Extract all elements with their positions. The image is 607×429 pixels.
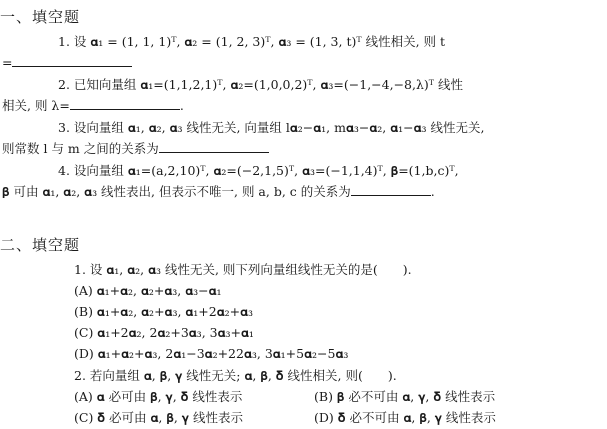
question1-1-tail: [2, 54, 132, 71]
question2-2-option-a[interactable]: (A) 𝛂 必可由 𝛃, 𝛄, 𝛅 线性表示: [74, 389, 243, 404]
section2-title: 二、填空题: [0, 236, 81, 254]
answer-blank-1-3[interactable]: [159, 140, 269, 153]
question1-2-tail: [2, 97, 184, 114]
section1-title: 一、填空题: [0, 8, 81, 26]
question1-1-equals: =: [2, 55, 13, 70]
question2-1-option-d[interactable]: (D) 𝛂₁+𝛂₂+𝛂₃, 2𝛂₁−3𝛂₂+22𝛂₃, 3𝛂₁+5𝛂₂−5𝛂₃: [74, 346, 349, 361]
question1-4-prefix: 𝛃 可由 𝛂₁, 𝛂₂, 𝛂₃ 线性表出, 但表示不唯一, 则 a, b, c 的关系为: [2, 184, 351, 199]
question1-2-prefix: 相关, 则 λ=: [2, 98, 70, 113]
question2-2-option-c[interactable]: (C) 𝛅 必可由 𝛂, 𝛃, 𝛄 线性表示: [74, 410, 243, 425]
question1-1-text: 1. 设 𝛂₁ = (1, 1, 1)ᵀ, 𝛂₂ = (1, 2, 3)ᵀ, 𝛂₃ = (1, 3, t)ᵀ 线性相关, 则 t: [58, 34, 446, 49]
answer-blank-1-1[interactable]: [12, 54, 132, 67]
question2-1-option-c[interactable]: (C) 𝛂₁+2𝛂₂, 2𝛂₂+3𝛂₃, 3𝛂₃+𝛂₁: [74, 325, 254, 340]
question1-4-suffix: .: [430, 184, 435, 199]
answer-blank-1-4[interactable]: [351, 183, 431, 196]
question2-1-stem: 1. 设 𝛂₁, 𝛂₂, 𝛂₃ 线性无关, 则下列向量组线性无关的是( ).: [74, 262, 412, 277]
question1-3-text: 3. 设向量组 𝛂₁, 𝛂₂, 𝛂₃ 线性无关, 向量组 l𝛂₂−𝛂₁, m𝛂₃−𝛂₂, 𝛂₁−𝛂₃ 线性无关,: [58, 120, 485, 135]
question1-2-suffix: .: [179, 98, 184, 113]
answer-blank-1-2[interactable]: [70, 97, 180, 110]
question1-3-tail: [2, 140, 269, 157]
question1-2-text: 2. 已知向量组 𝛂₁=(1,1,2,1)ᵀ, 𝛂₂=(1,0,0,2)ᵀ, 𝛂₃=(−1,−4,−8,λ)ᵀ 线性: [58, 77, 463, 92]
question1-4-text: 4. 设向量组 𝛂₁=(a,2,10)ᵀ, 𝛂₂=(−2,1,5)ᵀ, 𝛂₃=(−1,1,4)ᵀ, 𝛃=(1,b,c)ᵀ,: [58, 163, 459, 178]
question2-2-option-d[interactable]: (D) 𝛅 必不可由 𝛂, 𝛃, 𝛄 线性表示: [314, 410, 496, 425]
question2-2-stem: 2. 若向量组 𝛂, 𝛃, 𝛄 线性无关; 𝛂, 𝛃, 𝛅 线性相关, 则( ).: [74, 368, 397, 383]
question2-1-option-b[interactable]: (B) 𝛂₁+𝛂₂, 𝛂₂+𝛂₃, 𝛂₁+2𝛂₂+𝛂₃: [74, 304, 254, 319]
question2-2-option-b[interactable]: (B) 𝛃 必不可由 𝛂, 𝛄, 𝛅 线性表示: [314, 389, 496, 404]
question2-1-option-a[interactable]: (A) 𝛂₁+𝛂₂, 𝛂₂+𝛂₃, 𝛂₃−𝛂₁: [74, 283, 222, 298]
question1-4-tail: [2, 183, 435, 200]
question1-3-prefix: 则常数 l 与 m 之间的关系为: [2, 141, 159, 156]
